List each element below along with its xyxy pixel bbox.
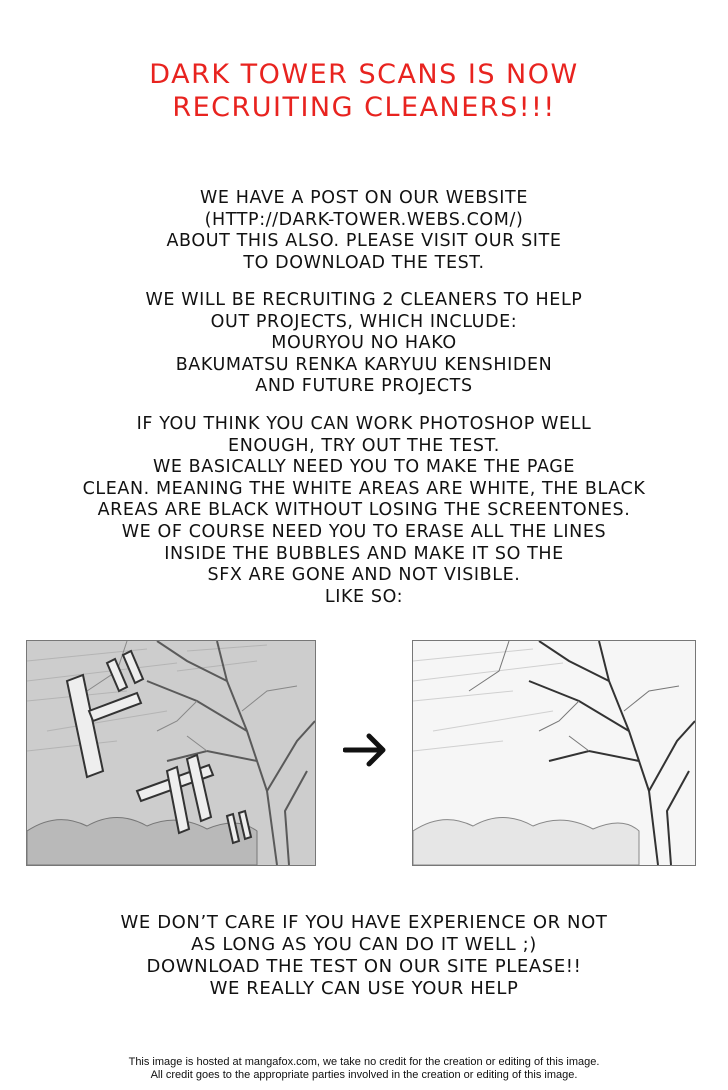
page-title bbox=[0, 58, 728, 124]
paragraph-website-info bbox=[0, 188, 728, 274]
text-line: LIKE SO: bbox=[324, 586, 404, 607]
website-url: (HTTP://DARK-TOWER.WEBS.COM/) bbox=[204, 209, 524, 230]
text-line: OUT PROJECTS, WHICH INCLUDE: bbox=[210, 311, 518, 332]
text-line: DOWNLOAD THE TEST ON OUR SITE PLEASE!! bbox=[146, 956, 582, 977]
project-name: BAKUMATSU RENKA KARYUU KENSHIDEN bbox=[175, 354, 553, 375]
manga-panel-after-image bbox=[412, 640, 696, 866]
text-line: ABOUT THIS ALSO. PLEASE VISIT OUR SITE bbox=[166, 231, 562, 252]
text-line: TO DOWNLOAD THE TEST. bbox=[243, 252, 485, 273]
paragraph-projects bbox=[0, 290, 728, 398]
text-line: AREAS ARE BLACK WITHOUT LOSING THE SCREENTONES. bbox=[97, 500, 631, 521]
manga-panel-before-image bbox=[26, 640, 316, 866]
paragraph-requirements bbox=[0, 414, 728, 608]
right-arrow-icon bbox=[343, 728, 389, 772]
text-line: WE DON’T CARE IF YOU HAVE EXPERIENCE OR NOT bbox=[120, 912, 608, 933]
text-line: WE WILL BE RECRUITING 2 CLEANERS TO HELP bbox=[145, 290, 583, 310]
text-line: AS LONG AS YOU CAN DO IT WELL ;) bbox=[191, 934, 537, 955]
title-line-2: RECRUITING CLEANERS!!! bbox=[172, 92, 556, 123]
project-name: MOURYOU NO HAKO bbox=[271, 333, 457, 354]
text-line: WE REALLY CAN USE YOUR HELP bbox=[209, 978, 519, 999]
text-line: WE BASICALLY NEED YOU TO MAKE THE PAGE bbox=[152, 457, 576, 478]
hosting-credit bbox=[0, 1056, 728, 1082]
text-line: IF YOU THINK YOU CAN WORK PHOTOSHOP WELL bbox=[136, 414, 592, 434]
credit-line-1: This image is hosted at mangafox.com, we take no credit for the creation or editing of this image. bbox=[128, 1056, 600, 1068]
text-line: INSIDE THE BUBBLES AND MAKE IT SO THE bbox=[164, 543, 564, 564]
text-line: CLEAN. MEANING THE WHITE AREAS ARE WHITE, THE BLACK bbox=[82, 478, 646, 499]
title-line-1: DARK TOWER SCANS IS NOW bbox=[149, 59, 579, 90]
paragraph-closing bbox=[0, 912, 728, 1000]
text-line: SFX ARE GONE AND NOT VISIBLE. bbox=[207, 565, 521, 586]
text-line: WE HAVE A POST ON OUR WEBSITE bbox=[200, 188, 528, 208]
credit-line-2: All credit goes to the appropriate parties involved in the creation or editing of this image. bbox=[150, 1069, 578, 1081]
text-line: AND FUTURE PROJECTS bbox=[255, 376, 473, 397]
text-line: WE OF COURSE NEED YOU TO ERASE ALL THE LINES bbox=[121, 521, 607, 542]
text-line: ENOUGH, TRY OUT THE TEST. bbox=[228, 435, 500, 456]
